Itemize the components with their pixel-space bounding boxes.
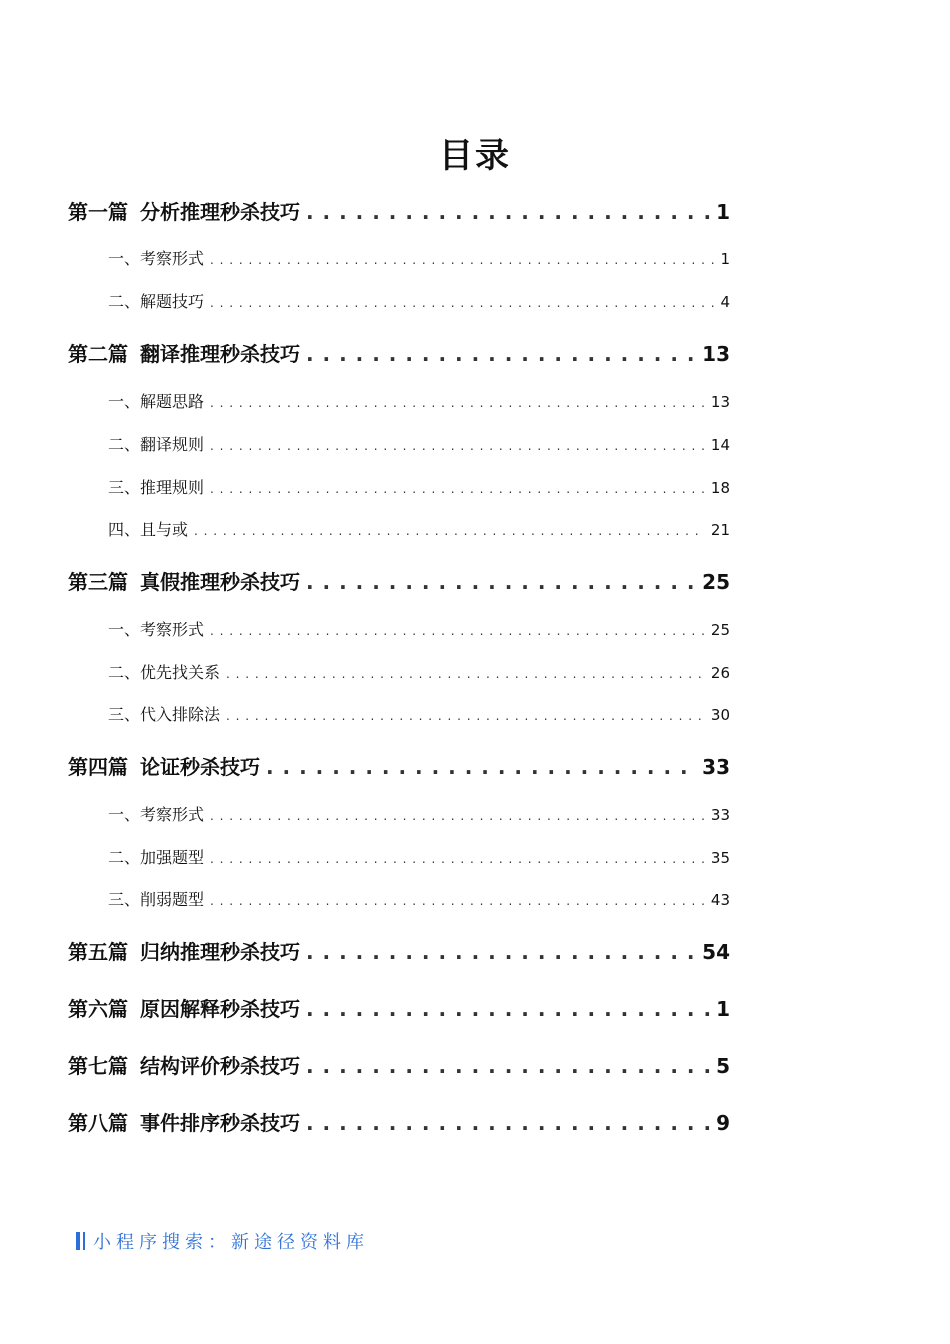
section-title: 三、推理规则 <box>108 478 205 497</box>
toc-section[interactable] <box>108 802 730 825</box>
dot-leader <box>210 809 705 823</box>
dot-leader <box>306 342 696 366</box>
chapter-title: 事件排序秒杀技巧 <box>140 1111 300 1135</box>
section-title: 二、加强题型 <box>108 848 205 867</box>
page-number: 4 <box>720 293 730 311</box>
section-title: 一、解题思路 <box>108 392 205 411</box>
page-number: 21 <box>710 521 730 539</box>
dot-leader <box>210 396 705 410</box>
page-number: 30 <box>710 706 730 724</box>
toc-section[interactable] <box>108 702 730 725</box>
dot-leader <box>194 524 705 538</box>
chapter-title: 归纳推理秒杀技巧 <box>140 940 300 964</box>
section-title: 二、解题技巧 <box>108 292 205 311</box>
page-number: 1 <box>716 200 730 224</box>
page-number: 26 <box>710 664 730 682</box>
dot-leader <box>266 755 696 779</box>
toc-chapter[interactable] <box>68 196 730 225</box>
section-title: 四、且与或 <box>108 520 189 539</box>
footer-bar-icon <box>83 1232 85 1250</box>
chapter-number: 第四篇 <box>68 755 128 779</box>
dot-leader <box>210 624 705 638</box>
dot-leader <box>210 482 705 496</box>
footer-text: 小程序搜索：新途径资料库 <box>93 1232 369 1253</box>
dot-leader <box>306 200 710 224</box>
dot-leader <box>306 940 696 964</box>
toc-chapter[interactable] <box>68 566 730 595</box>
dot-leader <box>226 709 705 723</box>
chapter-number: 第三篇 <box>68 570 128 594</box>
chapter-title: 分析推理秒杀技巧 <box>140 200 300 224</box>
chapter-title: 结构评价秒杀技巧 <box>140 1054 300 1078</box>
dot-leader <box>210 894 705 908</box>
toc-chapter[interactable] <box>68 993 730 1022</box>
dot-leader <box>210 253 714 267</box>
section-title: 三、代入排除法 <box>108 705 221 724</box>
toc-section[interactable] <box>108 617 730 640</box>
toc-section[interactable] <box>108 845 730 868</box>
page-number: 18 <box>710 479 730 497</box>
toc-section[interactable] <box>108 289 730 312</box>
toc-chapter[interactable] <box>68 936 730 965</box>
page-number: 9 <box>716 1111 730 1135</box>
toc-chapter[interactable] <box>68 1107 730 1136</box>
chapter-number: 第一篇 <box>68 200 128 224</box>
toc-section[interactable] <box>108 389 730 412</box>
toc-section[interactable] <box>108 475 730 498</box>
dot-leader <box>306 570 696 594</box>
chapter-number: 第七篇 <box>68 1054 128 1078</box>
page-number: 35 <box>710 849 730 867</box>
chapter-title: 原因解释秒杀技巧 <box>140 997 300 1021</box>
page-number: 14 <box>710 436 730 454</box>
toc-section[interactable] <box>108 432 730 455</box>
chapter-number: 第六篇 <box>68 997 128 1021</box>
page-number: 5 <box>716 1054 730 1078</box>
chapter-number: 第二篇 <box>68 342 128 366</box>
page-number: 43 <box>710 891 730 909</box>
section-title: 二、优先找关系 <box>108 663 221 682</box>
page-number: 54 <box>702 940 730 964</box>
toc-section[interactable] <box>108 246 730 269</box>
toc-section[interactable] <box>108 517 730 540</box>
chapter-number: 第八篇 <box>68 1111 128 1135</box>
dot-leader <box>210 296 714 310</box>
section-title: 三、削弱题型 <box>108 890 205 909</box>
section-title: 一、考察形式 <box>108 249 205 268</box>
dot-leader <box>306 1054 710 1078</box>
dot-leader <box>226 667 705 681</box>
chapter-title: 翻译推理秒杀技巧 <box>140 342 300 366</box>
dot-leader <box>306 997 710 1021</box>
chapter-title: 论证秒杀技巧 <box>140 755 260 779</box>
toc-chapter[interactable] <box>68 338 730 367</box>
section-title: 一、考察形式 <box>108 620 205 639</box>
page-title: 目录 <box>439 136 511 176</box>
dot-leader <box>306 1111 710 1135</box>
chapter-number: 第五篇 <box>68 940 128 964</box>
page-number: 13 <box>702 342 730 366</box>
toc-chapter[interactable] <box>68 1050 730 1079</box>
page-number: 1 <box>716 997 730 1021</box>
toc-section[interactable] <box>108 887 730 910</box>
page-number: 33 <box>702 755 730 779</box>
page-number: 1 <box>720 250 730 268</box>
dot-leader <box>210 852 705 866</box>
footer-note <box>76 1228 369 1254</box>
page-number: 25 <box>702 570 730 594</box>
chapter-title: 真假推理秒杀技巧 <box>140 570 300 594</box>
toc-chapter[interactable] <box>68 751 730 780</box>
toc-section[interactable] <box>108 660 730 683</box>
section-title: 一、考察形式 <box>108 805 205 824</box>
page-number: 13 <box>710 393 730 411</box>
section-title: 二、翻译规则 <box>108 435 205 454</box>
dot-leader <box>210 439 705 453</box>
page-number: 25 <box>710 621 730 639</box>
page-number: 33 <box>710 806 730 824</box>
footer-bar-icon <box>76 1232 80 1250</box>
